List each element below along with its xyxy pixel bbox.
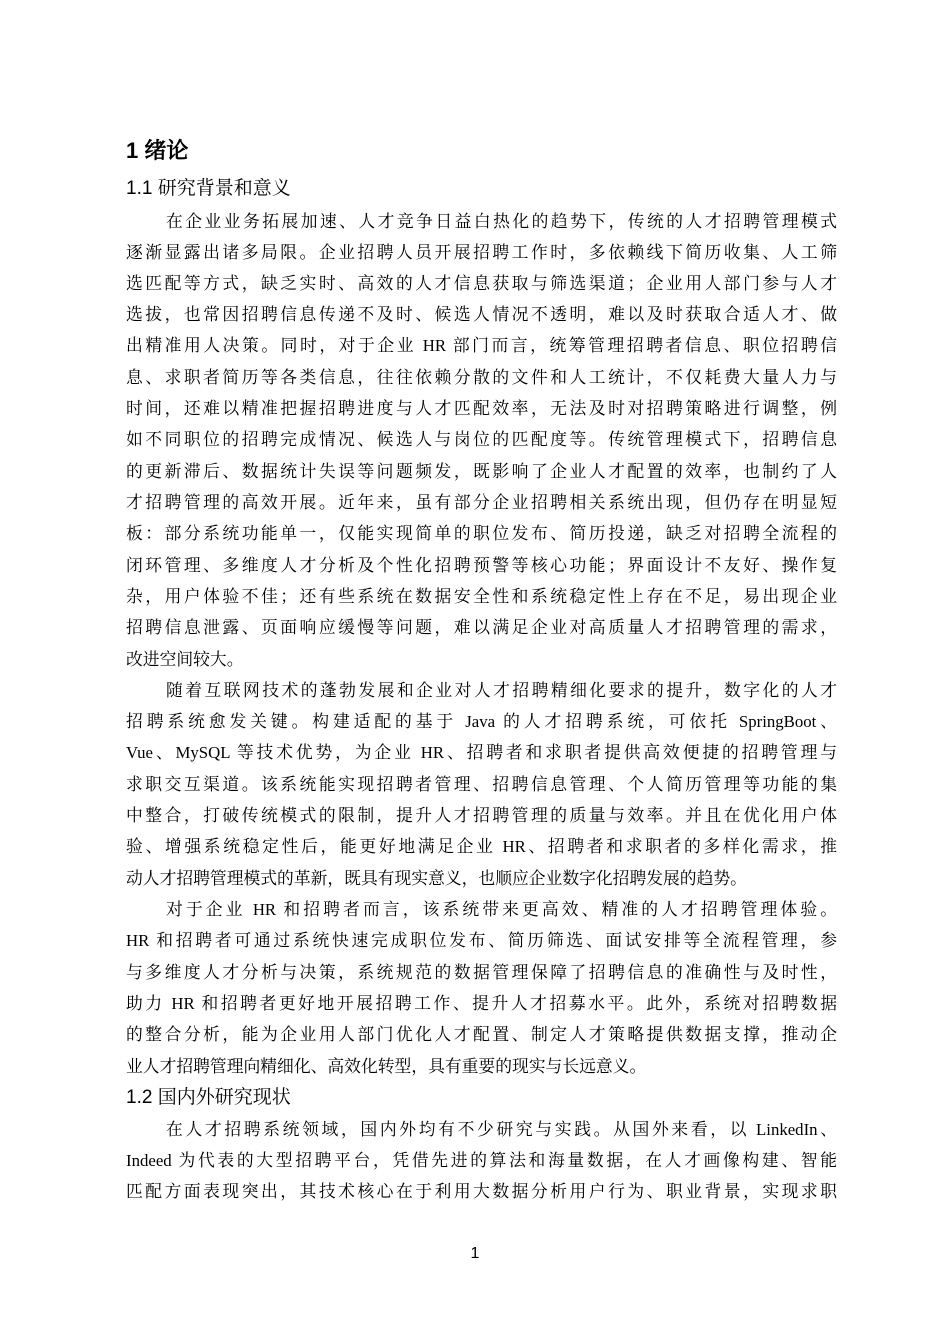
text-line: 逐渐显露出诸多局限。企业招聘人员开展招聘工作时，多依赖线下简历收集、人工筛 xyxy=(126,243,837,262)
text-line: 业人才招聘管理向精细化、高效化转型，具有重要的现实与长远意义。 xyxy=(126,1057,647,1076)
text-line: 出精准用人决策。同时，对于企业 HR 部门而言，统筹管理招聘者信息、职位招聘信 xyxy=(126,336,837,355)
text-line: 选匹配等方式，缺乏实时、高效的人才信息获取与筛选渠道；企业用人部门参与人才 xyxy=(126,274,837,293)
text-line: 选拔，也常因招聘信息传递不及时、候选人情况不透明，难以及时获取合适人才、做 xyxy=(126,305,837,324)
text-line: 如不同职位的招聘完成情况、候选人与岗位的匹配度等。传统管理模式下，招聘信息 xyxy=(126,430,837,449)
text-line: 时间，还难以精准把握招聘进度与人才匹配效率，无法及时对招聘策略进行调整，例 xyxy=(126,399,837,418)
text-line: 才招聘管理的高效开展。近年来，虽有部分企业招聘相关系统出现，但仍存在明显短 xyxy=(126,493,837,512)
text-line: 求职交互渠道。该系统能实现招聘者管理、招聘信息管理、个人简历管理等功能的集 xyxy=(126,775,837,794)
text-line: 的更新滞后、数据统计失误等问题频发，既影响了企业人才配置的效率，也制约了人 xyxy=(126,462,837,481)
text-line: Vue、MySQL 等技术优势，为企业 HR、招聘者和求职者提供高效便捷的招聘管理与 xyxy=(126,743,837,762)
text-line: Indeed 为代表的大型招聘平台，凭借先进的算法和海量数据，在人才画像构建、智能 xyxy=(126,1151,837,1170)
section-heading-1-1: 1.1 研究背景和意义 xyxy=(126,178,291,199)
text-line: 与多维度人才分析与决策，系统规范的数据管理保障了招聘信息的准确性与及时性， xyxy=(126,963,837,982)
text-line: 招聘系统愈发关键。构建适配的基于 Java 的人才招聘系统，可依托 SpringBoot、 xyxy=(126,712,837,731)
chapter-heading: 1 绪论 xyxy=(126,138,189,163)
text-line: 在人才招聘系统领域，国内外均有不少研究与实践。从国外来看，以 LinkedIn、 xyxy=(166,1120,837,1139)
text-line: 助力 HR 和招聘者更好地开展招聘工作、提升人才招募水平。此外，系统对招聘数据 xyxy=(126,994,837,1013)
text-line: 板：部分系统功能单一，仅能实现简单的职位发布、简历投递，缺乏对招聘全流程的 xyxy=(126,524,837,543)
text-line: 改进空间较大。 xyxy=(126,650,244,669)
text-line: 对于企业 HR 和招聘者而言，该系统带来更高效、精准的人才招聘管理体验。 xyxy=(166,900,837,919)
text-line: 验、增强系统稳定性后，能更好地满足企业 HR、招聘者和求职者的多样化需求，推 xyxy=(126,837,837,856)
text-line: 随着互联网技术的蓬勃发展和企业对人才招聘精细化要求的提升，数字化的人才 xyxy=(166,681,837,700)
text-line: 匹配方面表现突出，其技术核心在于利用大数据分析用户行为、职业背景，实现求职 xyxy=(126,1182,837,1201)
text-line: 杂，用户体验不佳；还有些系统在数据安全性和系统稳定性上存在不足，易出现企业 xyxy=(126,587,837,606)
text-line: 息、求职者简历等各类信息，往往依赖分散的文件和人工统计，不仅耗费大量人力与 xyxy=(126,368,837,387)
text-line: 在企业业务拓展加速、人才竞争日益白热化的趋势下，传统的人才招聘管理模式 xyxy=(166,212,837,231)
text-line: 动人才招聘管理模式的革新，既具有现实意义，也顺应企业数字化招聘发展的趋势。 xyxy=(126,869,747,888)
text-line: 的整合分析，能为企业用人部门优化人才配置、制定人才策略提供数据支撑，推动企 xyxy=(126,1025,837,1044)
text-line: HR 和招聘者可通过系统快速完成职位发布、简历筛选、面试安排等全流程管理，参 xyxy=(126,931,837,950)
page-number: 1 xyxy=(470,1245,480,1262)
text-line: 闭环管理、多维度人才分析及个性化招聘预警等核心功能；界面设计不友好、操作复 xyxy=(126,556,837,575)
text-line: 招聘信息泄露、页面响应缓慢等问题，难以满足企业对高质量人才招聘管理的需求， xyxy=(126,618,837,637)
text-line: 中整合，打破传统模式的限制，提升人才招聘管理的质量与效率。并且在优化用户体 xyxy=(126,806,837,825)
section-heading-1-2: 1.2 国内外研究现状 xyxy=(126,1087,291,1108)
